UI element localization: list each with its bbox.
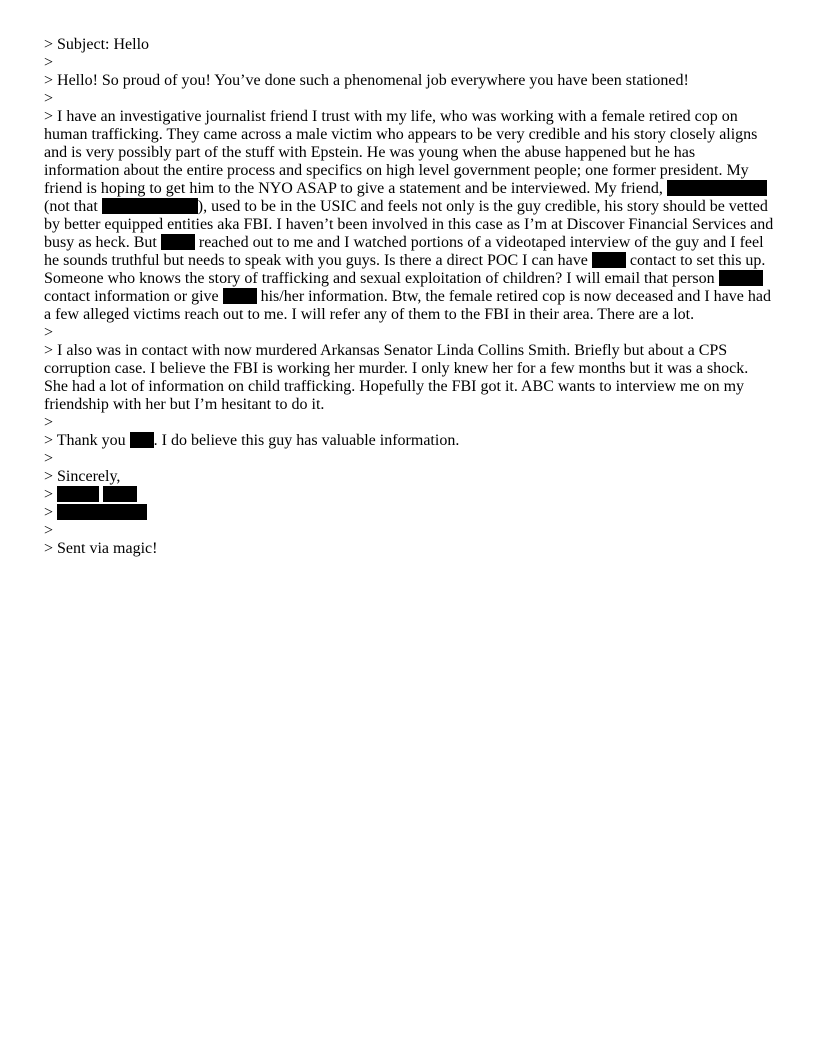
redaction-block xyxy=(57,504,147,520)
paragraph-text: his/her information. Btw, the female retired cop is now deceased and I have had a few alleged victims reach out to me. I will refer any of them to the FBI in their area. There are a lot. xyxy=(44,288,771,323)
paragraph-senator: > I also was in contact with now murdered Arkansas Senator Linda Collins Smith. Briefly but about a CPS corruption case. I believe the FBI is working her murder. I only knew her for a few months but it was a shock. She had a lot of information on child trafficking. Hopefully the FBI got it. ABC wants to interview me on my friendship with her but I’m hesitant to do it. xyxy=(44,342,749,413)
subject-line: > Subject: Hello xyxy=(44,36,150,53)
quote-marker: > xyxy=(44,324,54,341)
redaction-block xyxy=(719,270,763,286)
greeting-line: > Hello! So proud of you! You’ve done such a phenomenal job everywhere you have been stationed! xyxy=(44,72,689,89)
paragraph-text: reached out to me and I watched portions of a videotaped interview of the guy and I feel he sounds truthful but needs to speak with you guys. Is there a direct POC I can have xyxy=(44,234,764,269)
quote-marker: > xyxy=(44,450,54,467)
redaction-block xyxy=(103,486,137,502)
redaction-block xyxy=(223,288,257,304)
paragraph-text: contact to set this up. Someone who knows the story of trafficking and sexual exploitation of children? I will email that person xyxy=(44,252,766,287)
paragraph-text: (not that xyxy=(44,198,98,215)
signature-title-line xyxy=(44,504,774,522)
paragraph-text: contact information or give xyxy=(44,288,219,305)
thanks-prefix: > Thank you xyxy=(44,432,126,449)
signature-name-line xyxy=(44,486,774,504)
thanks-suffix: . I do believe this guy has valuable information. xyxy=(153,432,460,449)
redaction-block xyxy=(667,180,767,196)
quote-marker: > xyxy=(44,414,54,431)
footer-line: > Sent via magic! xyxy=(44,540,158,557)
quote-marker: > xyxy=(44,522,54,539)
quote-marker: > xyxy=(44,90,54,107)
redaction-block xyxy=(592,252,626,268)
redaction-block xyxy=(57,486,99,502)
paragraph-text: ), used to be in the USIC and feels not only is the guy credible, his story should be vetted by better equipped entities aka FBI. I haven’t been involved in this case as I’m at Discover Financial Services and busy as heck. But xyxy=(44,198,774,251)
email-body xyxy=(44,36,774,558)
signature-marker: > xyxy=(44,504,54,521)
signature-marker: > xyxy=(44,486,54,503)
redaction-block xyxy=(102,198,198,214)
quote-marker: > xyxy=(44,54,54,71)
redaction-block xyxy=(161,234,195,250)
paragraph-text: > I have an investigative journalist friend I trust with my life, who was working with a female retired cop on human trafficking. They came across a male victim who appears to be very credible and his story closely aligns and is very possibly part of the stuff with Epstein. He was young when the abuse happened but he has information about the entire process and specifics on high level government people; one former president. My friend is hoping to get him to the NYO ASAP to give a statement and be interviewed. My friend, xyxy=(44,108,758,197)
thanks-line xyxy=(44,432,774,450)
paragraph-journalist xyxy=(44,108,774,324)
closing-line: > Sincerely, xyxy=(44,468,121,485)
redaction-block xyxy=(130,432,154,448)
